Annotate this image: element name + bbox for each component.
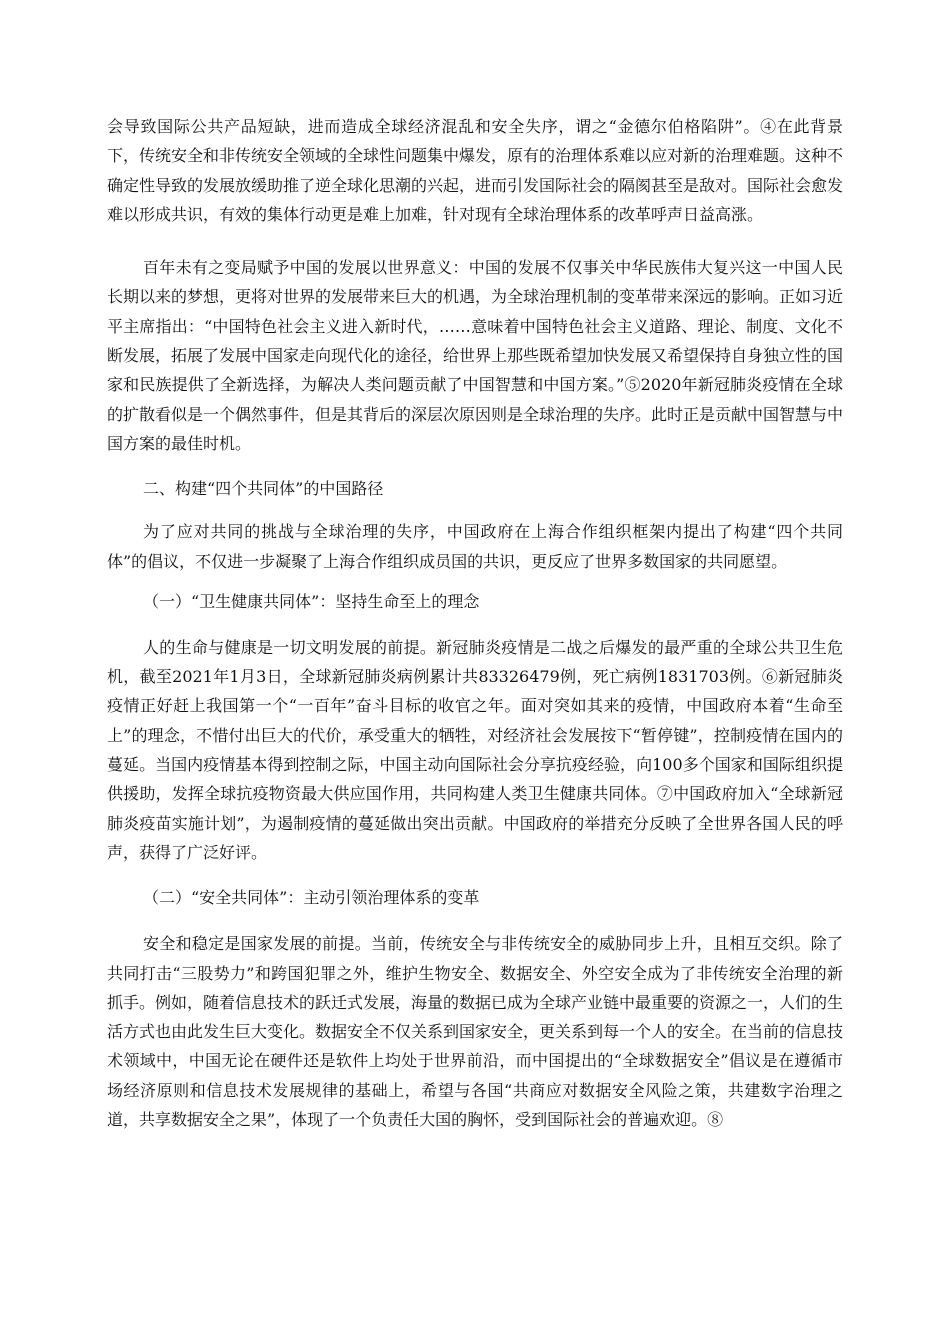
document-page <box>107 112 843 1134</box>
subheading-security-community: （二）“安全共同体”：主动引领治理体系的变革 <box>143 888 480 908</box>
paragraph-intro: 会导致国际公共产品短缺，进而造成全球经济混乱和安全失序，谓之“金德尔伯格陷阱”。④在此背景下，传统安全和非传统安全领域的全球性问题集中爆发，原有的治理体系难以应对新的治理难题。这种不确定性导致的发展放缓助推了逆全球化思潮的兴起，进而引发国际社会的隔阂甚至是敌对。国际社会愈发难以形成共识，有效的集体行动更是难上加难，针对现有全球治理体系的改革呼声日益高涨。 <box>107 117 844 224</box>
paragraph-century-change: 百年未有之变局赋予中国的发展以世界意义：中国的发展不仅事关中华民族伟大复兴这一中国人民长期以来的梦想，更将对世界的发展带来巨大的机遇，为全球治理机制的变革带来深远的影响。正如习近平主席指出：“中国特色社会主义进入新时代，……意味着中国特色社会主义道路、理论、制度、文化不断发展，拓展了发展中国家走向现代化的途径，给世界上那些既希望加快发展又希望保持自身独立性的国家和民族提供了全新选择，为解决人类问题贡献了中国智慧和中国方案。”⑤2020年新冠肺炎疫情在全球的扩散看似是一个偶然事件，但是其背后的深层次原因则是全球治理的失序。此时正是贡献中国智慧与中国方案的最佳时机。 <box>107 258 844 453</box>
paragraph-security-community: 安全和稳定是国家发展的前提。当前，传统安全与非传统安全的威胁同步上升，且相互交织。除了共同打击“三股势力”和跨国犯罪之外，维护生物安全、数据安全、外空安全成为了非传统安全治理的新抓手。例如，随着信息技术的跃迁式发展，海量的数据已成为全球产业链中最重要的资源之一，人们的生活方式也由此发生巨大变化。数据安全不仅关系到国家安全，更关系到每一个人的安全。在当前的信息技术领域中，中国无论在硬件还是软件上均处于世界前沿，而中国提出的“全球数据安全”倡议是在遵循市场经济原则和信息技术发展规律的基础上，希望与各国“共商应对数据安全风险之策，共建数字治理之道，共享数据安全之果”，体现了一个负责任大国的胸怀，受到国际社会的普遍欢迎。⑧ <box>107 934 844 1130</box>
section-heading-four-communities: 二、构建“四个共同体”的中国路径 <box>143 479 384 499</box>
paragraph-health-community: 人的生命与健康是一切文明发展的前提。新冠肺炎疫情是二战之后爆发的最严重的全球公共卫生危机，截至2021年1月3日，全球新冠肺炎病例累计共83326479例，死亡病例1831703例。⑥新冠肺炎疫情正好赶上我国第一个“一百年”奋斗目标的收官之年。面对突如其来的疫情，中国政府本着“生命至上”的理念，不惜付出巨大的代价，承受重大的牺牲，对经济社会发展按下“暂停键”，控制疫情在国内的蔓延。当国内疫情基本得到控制之际，中国主动向国际社会分享抗疫经验，向100多个国家和国际组织提供援助，发挥全球抗疫物资最大供应国作用，共同构建人类卫生健康共同体。⑦中国政府加入“全球新冠肺炎疫苗实施计划”，为遏制疫情的蔓延做出突出贡献。中国政府的举措充分反映了全世界各国人民的呼声，获得了广泛好评。 <box>107 637 843 862</box>
subheading-health-community: （一）“卫生健康共同体”：坚持生命至上的理念 <box>143 591 480 611</box>
paragraph-section-intro: 为了应对共同的挑战与全球治理的失序，中国政府在上海合作组织框架内提出了构建“四个共同体”的倡议，不仅进一步凝聚了上海合作组织成员国的共识，更反应了世界多数国家的共同愿望。 <box>107 522 843 571</box>
